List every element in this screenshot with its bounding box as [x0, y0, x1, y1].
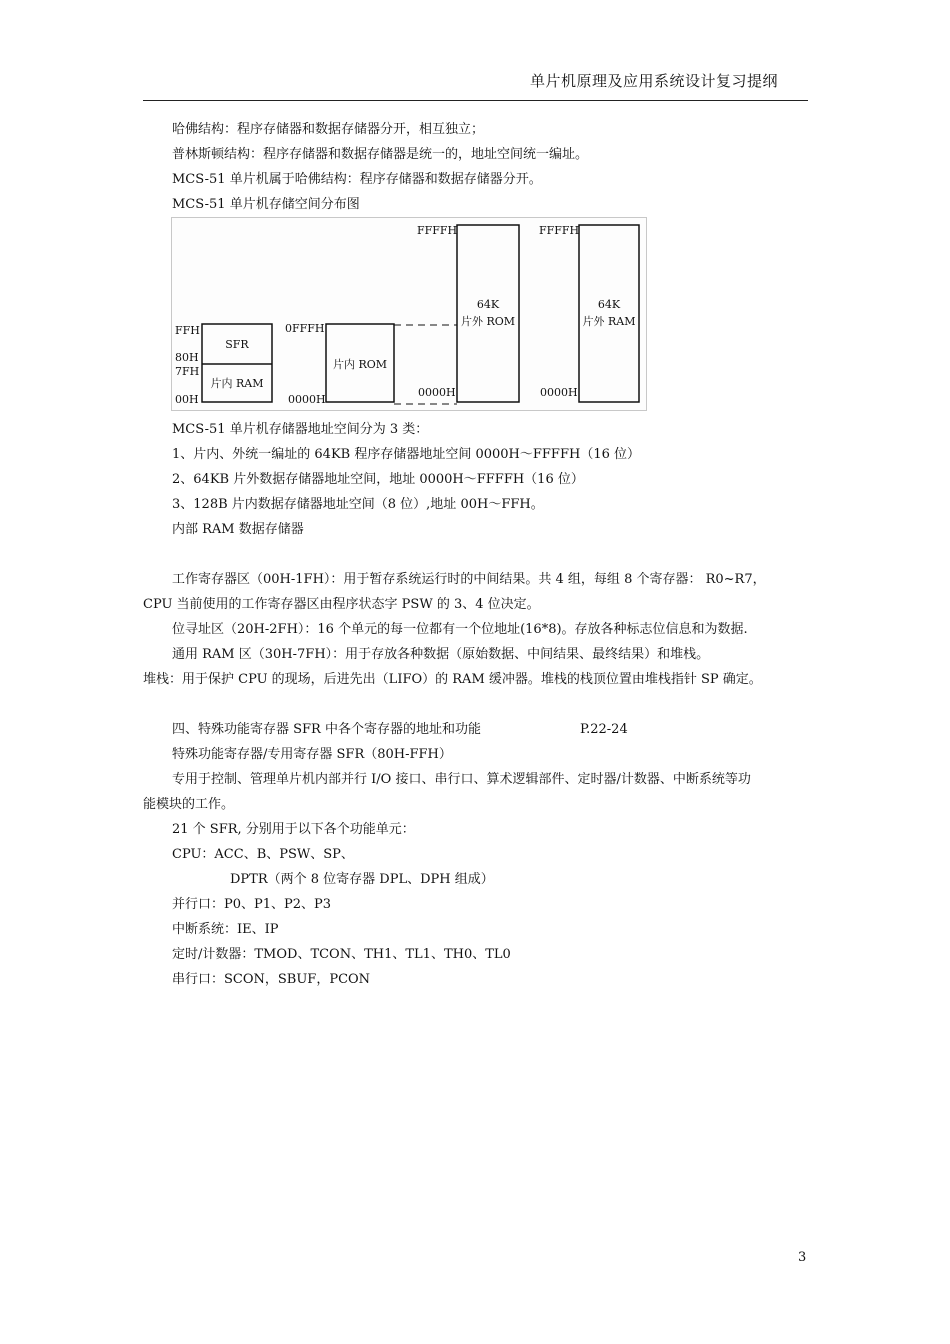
addr-ffh: FFH	[175, 324, 200, 337]
text-line-sfr-range: 特殊功能寄存器/专用寄存器 SFR（80H-FFH）	[172, 747, 452, 762]
running-header: 单片机原理及应用系统设计复习提纲	[530, 72, 779, 90]
text-line-class-1: 1、片内、外统一编址的 64KB 程序存储器地址空间 0000H～FFFFH（16 位）	[172, 447, 640, 462]
internal-ram-box	[202, 324, 272, 402]
text-line-interrupt: 中断系统：IE、IP	[172, 922, 279, 937]
internal-ram-label: 片内 RAM	[210, 377, 264, 390]
ext-rom-label: 片外 ROM	[460, 315, 516, 328]
memory-map-svg	[172, 218, 646, 410]
addr-0000h-ext-ram: 0000H	[540, 386, 578, 399]
sfr-label: SFR	[225, 338, 249, 351]
header-rule	[143, 100, 808, 101]
ext-rom-size: 64K	[476, 298, 500, 311]
addr-0000h-rom: 0000H	[288, 393, 326, 406]
addr-0fffh: 0FFFH	[285, 322, 325, 335]
addr-7fh: 7FH	[175, 365, 200, 378]
memory-map-diagram	[171, 217, 647, 411]
text-line-class-2: 2、64KB 片外数据存储器地址空间，地址 0000H～FFFFH（16 位）	[172, 472, 584, 487]
text-line-mcs51-harvard: MCS-51 单片机属于哈佛结构：程序存储器和数据存储器分开。	[172, 172, 542, 187]
section-heading-sfr: 四、特殊功能寄存器 SFR 中各个寄存器的地址和功能	[172, 722, 481, 737]
text-line-working-registers: 工作寄存器区（00H-1FH）：用于暂存系统运行时的中间结果。共 4 组，每组 8 个寄存器： R0~R7，	[172, 572, 766, 587]
external-ram-box	[579, 225, 639, 402]
text-line-serial: 串行口：SCON，SBUF，PCON	[172, 972, 371, 987]
page-number: 3	[798, 1250, 807, 1265]
text-line-21-sfr: 21 个 SFR, 分别用于以下各个功能单元：	[172, 822, 415, 837]
addr-80h: 80H	[175, 351, 199, 364]
text-line-sfr-purpose-cont: 能模块的工作。	[143, 797, 235, 812]
addr-0000h-ext-rom: 0000H	[418, 386, 456, 399]
text-line-timer: 定时/计数器：TMOD、TCON、TH1、TL1、TH0、TL0	[172, 947, 511, 962]
external-rom-box	[457, 225, 519, 402]
text-line-harvard: 哈佛结构：程序存储器和数据存储器分开，相互独立；	[172, 122, 485, 137]
text-line-class-3: 3、128B 片内数据存储器地址空间（8 位）,地址 00H～FFH。	[172, 497, 544, 512]
text-line-address-classes: MCS-51 单片机存储器地址空间分为 3 类：	[172, 422, 429, 437]
text-line-sfr-purpose: 专用于控制、管理单片机内部并行 I/O 接口、串行口、算术逻辑部件、定时器/计数器、中断系统等功	[172, 772, 751, 787]
text-line-stack: 堆栈：用于保护 CPU 的现场，后进先出（LIFO）的 RAM 缓冲器。堆栈的栈顶位置由堆栈指针 SP 确定。	[143, 672, 762, 687]
page-reference: P.22-24	[580, 722, 628, 737]
text-line-princeton: 普林斯顿结构：程序存储器和数据存储器是统一的，地址空间统一编址。	[172, 147, 589, 162]
text-line-bit-addressable: 位寻址区（20H-2FH）：16 个单元的每一位都有一个位地址(16*8)。存放各种标志位信息和为数据.	[172, 622, 748, 637]
internal-rom-label: 片内 ROM	[332, 358, 388, 371]
text-line-psw-bits: CPU 当前使用的工作寄存器区由程序状态字 PSW 的 3、4 位决定。	[143, 597, 540, 612]
text-line-general-ram: 通用 RAM 区（30H-7FH）：用于存放各种数据（原始数据、中间结果、最终结果）和堆栈。	[172, 647, 710, 662]
addr-00h: 00H	[175, 393, 199, 406]
addr-ffffh-rom: FFFFH	[417, 224, 458, 237]
ext-ram-size: 64K	[597, 298, 621, 311]
text-line-parallel-ports: 并行口：P0、P1、P2、P3	[172, 897, 332, 912]
ext-ram-label: 片外 RAM	[582, 315, 636, 328]
addr-ffffh-ram: FFFFH	[539, 224, 580, 237]
text-line-cpu-sfr: CPU：ACC、B、PSW、SP、	[172, 847, 354, 862]
diagram-caption: MCS-51 单片机存储空间分布图	[172, 197, 360, 212]
text-line-internal-ram: 内部 RAM 数据存储器	[172, 522, 304, 537]
text-line-dptr: DPTR（两个 8 位寄存器 DPL、DPH 组成）	[230, 872, 494, 887]
